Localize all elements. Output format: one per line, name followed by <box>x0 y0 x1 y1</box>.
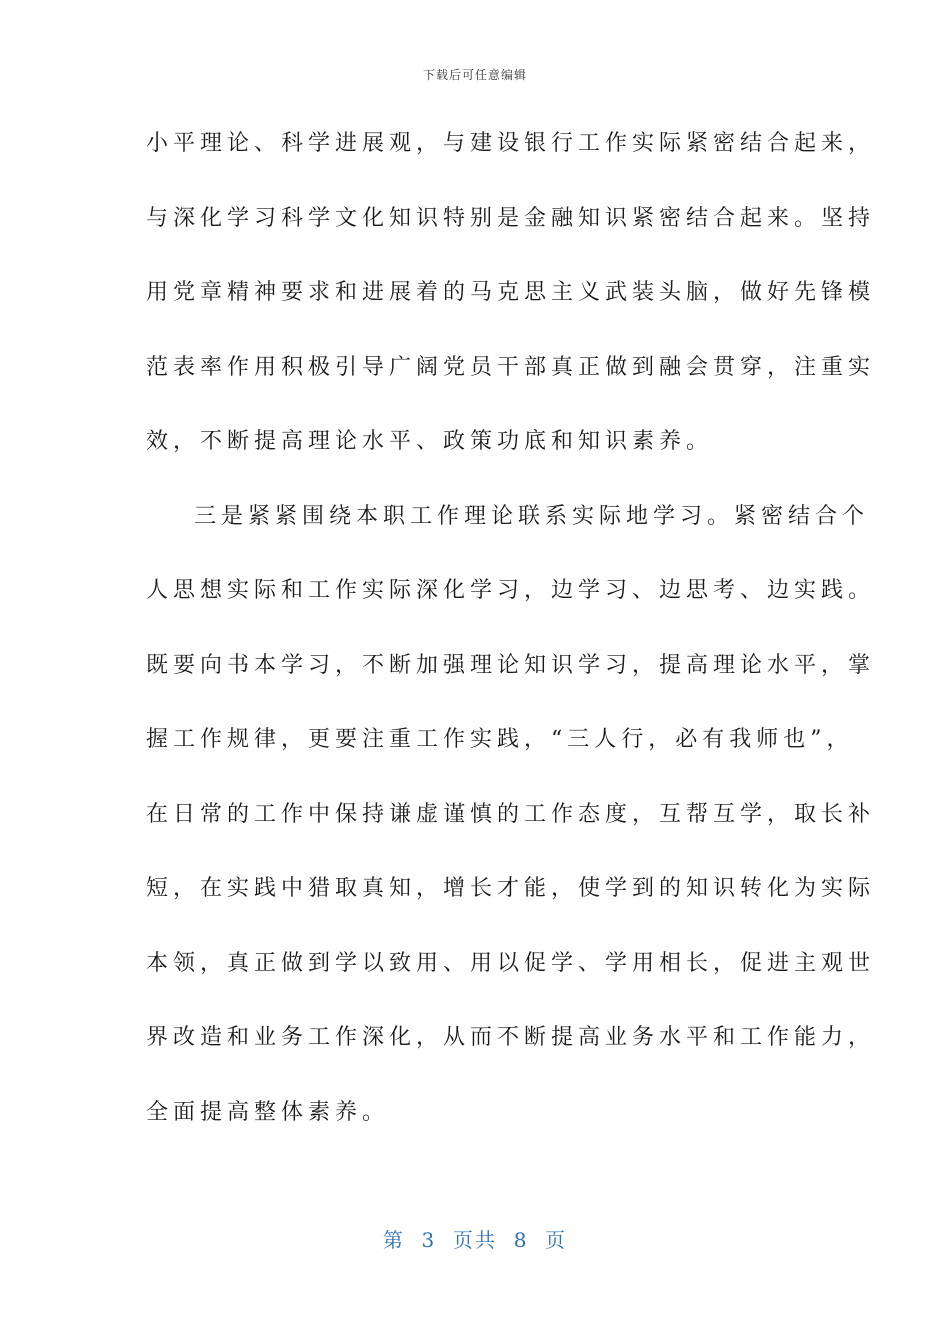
text-line: 既要向书本学习，不断加强理论知识学习，提高理论水平，掌 <box>146 652 876 678</box>
text-line: 全面提高整体素养。 <box>146 1099 390 1125</box>
text-line: 与深化学习科学文化知识特别是金融知识紧密结合起来。坚持 <box>146 205 876 231</box>
text-line: 用党章精神要求和进展着的马克思主义武装头脑，做好先锋模 <box>146 280 876 305</box>
document-body <box>146 122 876 1165</box>
paragraph-first-line: 三是紧紧围绕本职工作理论联系实际地学习。紧密结合个 <box>194 503 870 529</box>
text-line: 本领，真正做到学以致用、用以促学、学用相长，促进主观世 <box>146 950 876 976</box>
text-line: 人思想实际和工作实际深化学习，边学习、边思考、边实践。 <box>146 578 876 603</box>
text-line: 小平理论、科学进展观，与建设银行工作实际紧密结合起来， <box>146 131 876 156</box>
page-number-footer: 第 3 页共 8 页 <box>382 1228 568 1252</box>
text-line: 界改造和业务工作深化，从而不断提高业务水平和工作能力， <box>146 1025 876 1050</box>
text-line: 效，不断提高理论水平、政策功底和知识素养。 <box>146 429 714 454</box>
text-line: 在日常的工作中保持谦虚谨慎的工作态度，互帮互学，取长补 <box>146 801 876 827</box>
text-line: 短，在实践中猎取真知，增长才能，使学到的知识转化为实际 <box>146 876 876 901</box>
text-line: 范表率作用积极引导广阔党员干部真正做到融会贯穿，注重实 <box>146 354 876 380</box>
text-line: 握工作规律，更要注重工作实践，“三人行，必有我师也”， <box>146 727 854 752</box>
page-header: 下载后可任意编辑 <box>422 68 527 82</box>
